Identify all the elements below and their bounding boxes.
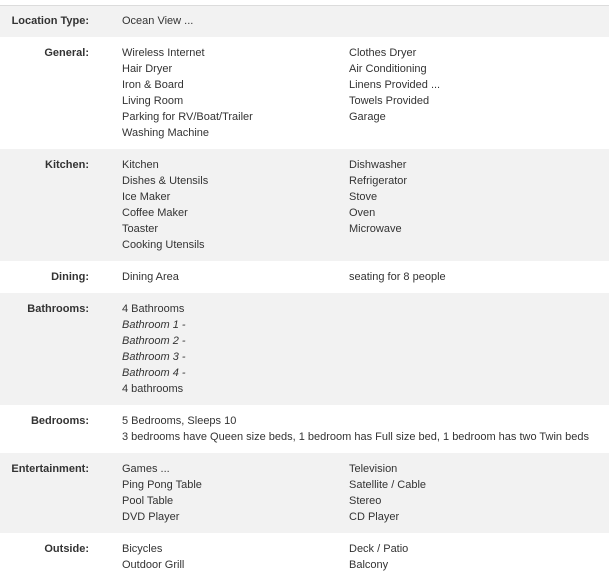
amenity-item: Ocean View ... — [122, 15, 194, 27]
amenity-item: Towels Provided — [349, 95, 430, 107]
bathroom-detail: Bathroom 2 - — [122, 335, 186, 347]
amenity-item: Hair Dryer — [122, 63, 173, 75]
row-kitchen — [0, 149, 609, 261]
row-label: Kitchen: — [45, 159, 89, 171]
row-label: General: — [44, 47, 89, 59]
amenity-item: Clothes Dryer — [349, 47, 417, 59]
amenity-item: 4 Bathrooms — [122, 303, 185, 315]
amenity-item: Ice Maker — [122, 191, 171, 203]
amenity-item: Ping Pong Table — [122, 479, 202, 491]
col-right — [349, 541, 408, 573]
row-bathrooms — [0, 293, 609, 405]
amenity-item: Cooking Utensils — [122, 239, 205, 251]
col-right — [349, 461, 426, 525]
amenity-item: Coffee Maker — [122, 207, 188, 219]
amenity-item: Garage — [349, 111, 386, 123]
amenity-item: Balcony — [349, 559, 389, 571]
row-general — [0, 37, 609, 149]
amenity-item: Deck / Patio — [349, 543, 409, 555]
bathroom-detail: Bathroom 4 - — [122, 367, 186, 379]
amenity-item: Oven — [349, 207, 376, 219]
amenity-item: 5 Bedrooms, Sleeps 10 — [122, 415, 237, 427]
amenity-item: Bicycles — [122, 543, 163, 555]
col-right — [349, 45, 440, 125]
row-location-type — [0, 6, 609, 37]
amenity-item: seating for 8 people — [349, 271, 446, 283]
amenity-item: Living Room — [122, 95, 184, 107]
col-right — [349, 157, 407, 237]
row-label: Bathrooms: — [27, 303, 89, 315]
col-left — [122, 541, 184, 573]
amenity-item: Dishwasher — [349, 159, 407, 171]
col-left — [122, 413, 589, 445]
amenities-table — [0, 6, 609, 579]
row-entertainment — [0, 453, 609, 533]
amenity-item: Satellite / Cable — [349, 479, 427, 491]
bathroom-detail: Bathroom 1 - — [122, 319, 186, 331]
amenity-item: Iron & Board — [122, 79, 184, 91]
amenity-item: Toaster — [122, 223, 159, 235]
amenity-item: Stove — [349, 191, 378, 203]
col-left — [122, 269, 179, 285]
col-left — [122, 157, 208, 253]
col-left — [122, 13, 193, 29]
col-left — [122, 461, 202, 525]
row-label: Dining: — [51, 271, 89, 283]
amenity-item: Microwave — [349, 223, 402, 235]
amenity-item: CD Player — [349, 511, 400, 523]
amenity-item: Washing Machine — [122, 127, 210, 139]
row-label: Location Type: — [11, 15, 89, 27]
amenity-item: Outdoor Grill — [122, 559, 185, 571]
amenity-item: Wireless Internet — [122, 47, 205, 59]
amenity-item: Refrigerator — [349, 175, 408, 187]
amenity-item: Stereo — [349, 495, 382, 507]
row-dining — [0, 261, 609, 293]
amenity-item: Pool Table — [122, 495, 174, 507]
amenity-item: Dishes & Utensils — [122, 175, 209, 187]
row-label: Bedrooms: — [30, 415, 89, 427]
col-left — [122, 301, 186, 397]
row-label: Outside: — [44, 543, 89, 555]
amenity-item: Linens Provided ... — [349, 79, 441, 91]
amenity-item: Dining Area — [122, 271, 179, 283]
col-left — [122, 45, 253, 141]
row-outside — [0, 533, 609, 579]
col-right — [349, 269, 446, 285]
amenity-item: 4 bathrooms — [122, 383, 184, 395]
amenity-item: DVD Player — [122, 511, 180, 523]
amenity-item: Parking for RV/Boat/Trailer — [122, 111, 253, 123]
row-bedrooms — [0, 405, 609, 453]
amenity-item: Air Conditioning — [349, 63, 427, 75]
amenity-item: Television — [349, 463, 398, 475]
amenity-item: Kitchen — [122, 159, 159, 171]
amenity-item: Games ... — [122, 463, 170, 475]
row-label: Entertainment: — [11, 463, 89, 475]
amenity-item: 3 bedrooms have Queen size beds, 1 bedroom has Full size bed, 1 bedroom has two Twin beds — [122, 431, 589, 443]
bathroom-detail: Bathroom 3 - — [122, 351, 186, 363]
